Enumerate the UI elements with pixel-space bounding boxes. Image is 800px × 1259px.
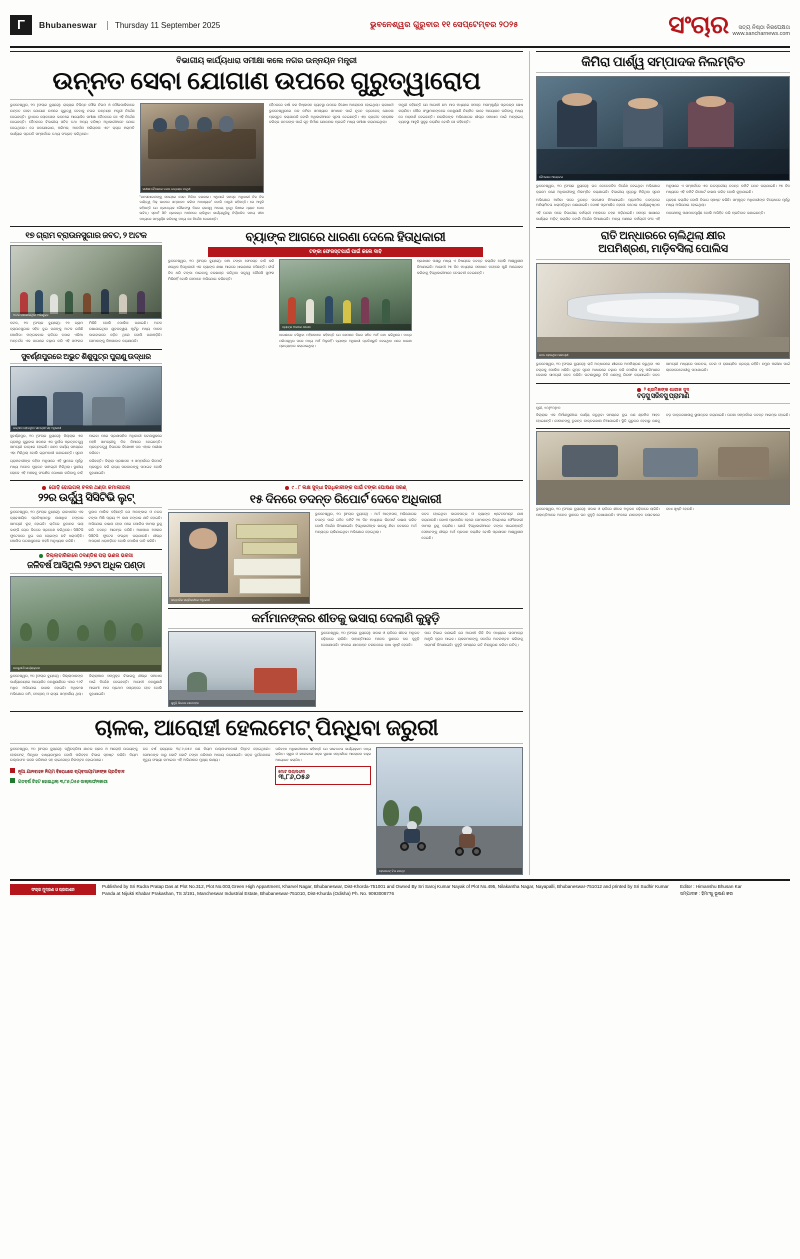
col-report bbox=[168, 484, 523, 707]
helmet-photo bbox=[376, 747, 523, 875]
dharana-redbar: ଟଙ୍କା ଫେରସ୍ତପାଇଁ ପାଇଁ କଲେ ଦାବି bbox=[208, 247, 483, 257]
gram-headline: ୧୭ ଗ୍ରାମ ବ୍ରାଉନସୁଗାର ଜବତ, ୨ ଅଟକ bbox=[25, 230, 147, 241]
lead-photo bbox=[140, 103, 265, 193]
helmet-col-1 bbox=[10, 747, 138, 875]
editor-name-en: Himanshu Bhusan Kar bbox=[695, 883, 742, 889]
masthead-right bbox=[668, 13, 790, 38]
report-headline: ୧୫ ଦିନରେ ତଦନ୍ତ ରିପୋର୍ଟ ଦେବେ ଅଧିକାରୀ bbox=[249, 492, 442, 507]
right-top-body-2: ଅଭିଯୋଗ ଆସିବା ପରେ ତୁରନ୍ତ ପଦକ୍ଷେପ ନିଆଯାଇଛି। ପ୍ରାଥମିକ ତଦନ୍ତରେ ଅନିୟମିତତା ଧରାପଡ଼ିଥିବା ଜଣାଯାଇଛି। ଦୋଷୀ ପ୍ରମାଣିତ ହେଲେ କଠୋର କାର୍ଯ୍ୟାନୁଷ୍ଠାନ ଗ୍ରହଣ କରାଯିବ ବୋଲି ବିଭାଗ ସ୍ପଷ୍ଟ କରିଛି। ସମ୍ପୃକ୍ତ ଅଧିକାରୀଙ୍କ ବିରୋଧରେ ପୂର୍ବରୁ ମଧ୍ୟ ଅଭିଯୋଗ ହୋଇଥିଲା। bbox=[536, 197, 790, 208]
right-bottom-photo bbox=[536, 431, 790, 505]
publication-tagline bbox=[733, 25, 790, 37]
right-column-zone bbox=[530, 51, 790, 875]
helmet-col-3: ପରିବହନ ଅଧିକାରୀମାନେ କହିଛନ୍ତି ଯେ ସଚେତନତା କାର୍ଯ୍ୟକ୍ରମ ମଧ୍ୟ ଚାଲିବ। ସ୍କୁଲ ଓ କଲେଜରେ ସଡ଼କ ସୁରକ୍ଷା ସମ୍ପର୍କରେ ଆଲୋଚନା ଚକ୍ର ଆୟୋଜନ କରାଯିବ। bbox=[275, 746, 372, 762]
loot-kicker: ଗୋଡ଼ି ହୋଇଗଲା ଚଳର ଥଣ୍ଡା କମାଲୀଗଲା bbox=[10, 484, 162, 492]
helmet-story bbox=[10, 715, 523, 874]
loot-col-1: ଭୁବନେଶ୍ୱର, ୧୦ (ସଂଚାର ବ୍ୟୁରୋ): ରାଜଧାନୀର ଏକ ବ୍ୟବସାୟିକ ପ୍ରତିଷ୍ଠାନରୁ ଲକ୍ଷାଧିକ ଟଙ୍କାର ସାମଗ୍ରୀ ଲୁଟ୍ ହୋଇଛି। ରାତିରେ ଦୁକାନର ତାଲା ଭାଙ୍ଗି ଚୋର ଭିତରେ ପ୍ରବେଶ କରିଥିଲେ। ସିସିଟିଭି ଫୁଟେଜରେ ଦୁଇ ଜଣ ଚୋରଙ୍କ ଛବି ଧରାପଡ଼ିଛି। ପୋଲିସ ଘଟଣାସ୍ଥଳରେ ପହଞ୍ଚି ଅନୁଧ୍ୟାନ କରିଛି। bbox=[10, 510, 84, 544]
helmet-stat-label: ମୋଟ ଉଲ୍ଲଙ୍ଘନ bbox=[278, 769, 306, 775]
green-body: ଭୁବନେଶ୍ୱର, ୧୦ (ସଂଚାର ବ୍ୟୁରୋ) : ଜିଲ୍ଲାପାଳଙ୍କ କାର୍ଯ୍ୟାଳୟରେ ଆୟୋଜିତ ଜନଶୁଣାଣିରେ ଏଥର ୨୬ଟି ଅଧିକ ଅଭିଯୋଗ ଦାଖଲ ହୋଇଛି। ଅଧିକାଂଶ ଅଭିଯୋଗ ଜମି, ପେନ୍‌ସନ୍ ଓ ରାସ୍ତା ସମ୍ପର୍କୀୟ ଥିଲା। ଜିଲ୍ଲାପାଳ ସମ୍ପୃକ୍ତ ବିଭାଗକୁ ଶୀଘ୍ର ସମାଧାନ ପାଇଁ ନିର୍ଦ୍ଦେଶ ଦେଇଛନ୍ତି। ଆଗାମୀ ଜନଶୁଣାଣି ଆଗାମୀ ମାସ ପ୍ରଥମ ସପ୍ତାହରେ ହେବ ବୋଲି କୁହାଯାଇଛି। bbox=[10, 674, 162, 696]
second-row bbox=[10, 230, 523, 476]
dharana-photo-wrap bbox=[279, 259, 412, 349]
gurukul-photo-caption: ଉଦ୍ଧାର ହୋଇଥିବା ସାମଗ୍ରୀ ସହ ଅଧିକାରୀ bbox=[11, 425, 161, 431]
lead-col-1: ଭୁବନେଶ୍ୱର, ୧୦ (ସଂଚାର ବ୍ୟୁରୋ): ରାଜ୍ୟର ବିଭିନ୍ନ ପୌର ନିଗମ ଓ ପୌରପାଳିକାରେ ଉନ୍ନତ ସେବା ଯୋଗାଣ ଉପରେ ଗୁରୁତ୍ୱ ଦେବାକୁ ନଗର ଉନ୍ନୟନ ମନ୍ତ୍ରୀ ନିର୍ଦ୍ଦେଶ ଦେଇଛନ୍ତି। ବୁଧବାର ଲୋକସେବା ଭବନରେ ଆୟୋଜିତ ସମୀକ୍ଷା ବୈଠକରେ ସେ ଏହି ନିର୍ଦ୍ଦେଶ ଦେଇଛନ୍ତି। ବୈଠକରେ ବିଭାଗୀୟ ସଚିବ ତଥା ଅନ୍ୟ ବରିଷ୍ଠ ଅଧିକାରୀମାନେ ଯୋଗ ଦେଇଥିଲେ। ସେ ଜଳଯୋଗାଣ, ପରିମଳ, ଆବର୍ଜନା ପରିଚାଳନା ଏବଂ ରାସ୍ତା ମରାମତି କାର୍ଯ୍ୟର ପ୍ରଗତି ସମ୍ପର୍କରେ ତଥ୍ୟ ସଂଗ୍ରହ କରିଥିଲେ। bbox=[10, 103, 135, 137]
helmet-headline: ଚାଳକ, ଆରୋହୀ ହେଲମେଟ୍ ପିନ୍ଧିବା ଜରୁରୀ bbox=[94, 715, 439, 741]
right-top-body-3: ଏହି ଘଟଣା ପରେ ବିଭାଗୀୟ କର୍ମଚାରୀ ମହଲରେ ଚହଳ ପଡ଼ିଯାଇଛି। ସମସ୍ତ ଶାଖାରେ କାର୍ଯ୍ୟର ଅଡ଼ିଟ୍ କରାଯିବ ବୋଲି ନିର୍ଦ୍ଦେଶ ଦିଆଯାଇଛି। ଅନ୍ୟ ପକ୍ଷରେ କର୍ମଚାରୀ ସଂଘ ଏହି ପଦକ୍ଷେପକୁ ପକ୍ଷପାତପୂର୍ଣ୍ଣ ବୋଲି ଅଭିହିତ କରି ପ୍ରତିବାଦ ଜଣାଇଛନ୍ତି। bbox=[536, 211, 765, 222]
green-photo bbox=[10, 576, 162, 672]
report-kicker: ୯ . ୮ ଲକ୍ଷ ସୁଦ୍ଧା ହିତାଧିକାରୀଙ୍କ ପାଇଁ ଟଙ୍କା ଘୋଷଣା ସରଣ୍ bbox=[168, 484, 523, 492]
report-photo-wrap bbox=[168, 512, 310, 604]
lead-col-3: ବୈଠକରେ ବର୍ଷା ଜଳ ନିଷ୍କାସନ ବ୍ୟବସ୍ଥା ଉପରେ ବିଶେଷ ଆଲୋଚନା ହୋଇଥିଲା। ରାଜଧାନୀ ଭୁବନେଶ୍ୱରରେ ଜଳ ଜମିବା ସମସ୍ୟାର ସମାଧାନ ପାଇଁ ନୂତନ ଡ୍ରେନେଜ୍ ଯୋଜନା ପ୍ରସ୍ତୁତ କରାଯାଉଛି ବୋଲି ଅଧିକାରୀମାନେ ସୂଚନା ଦେଇଛନ୍ତି। ଏହା ବ୍ୟତୀତ ସହରାଞ୍ଚଳ ଦରିଦ୍ର ଜନତାଙ୍କ ପାଇଁ ଗୃହ ନିର୍ମାଣ ଯୋଜନାର ପ୍ରଗତି ମଧ୍ୟ ସମୀକ୍ଷା କରାଯାଇଥିଲା। bbox=[269, 103, 394, 125]
editor-line-en bbox=[680, 884, 790, 891]
masthead bbox=[10, 8, 790, 48]
winter-col-1: ଭୁବନେଶ୍ୱର, ୧୦ (ସଂଚାର ବ୍ୟୁରୋ): ସକାଳ ଓ ରାତିରେ ଶୀତର ଅନୁଭବ ବଢ଼ିବାରେ ଲାଗିଛି। ପାହାନ୍ତିଆରେ ଅନେକ ସ୍ଥାନରେ ଘନ କୁହୁଡ଼ି ଦେଖାଯାଉଛି। ଫଳରେ ଯାନବାହନ ଚଳାଚଳରେ ବାଧା ସୃଷ୍ଟି ହେଉଛି। bbox=[320, 631, 420, 648]
footer-editor bbox=[680, 884, 790, 898]
editor-name-or: ହିମାଂଶୁ ଭୂଷଣ କର bbox=[701, 890, 733, 896]
right-mid-headline-line2: ଅପମିଶ୍ରଣ, ମାଡ଼ିବସିଲା ପୋଲିସ bbox=[598, 243, 728, 256]
right-mid-photo-caption: ଜବତ ହୋଇଥିବା ସାମଗ୍ରୀ bbox=[537, 352, 789, 358]
red-dot-icon-2 bbox=[285, 486, 289, 490]
dharana-photo-caption: ବ୍ୟାଙ୍କ ଆଗରେ ଧାରଣା bbox=[280, 324, 411, 330]
lead-headline: ଉନ୍ନତ ସେବା ଯୋଗାଣ ଉପରେ ଗୁରୁତ୍ୱାରୋପ bbox=[52, 68, 481, 95]
right-mid-headline bbox=[536, 230, 790, 257]
lead-photo-caption: ସମୀକ୍ଷା ବୈଠକରେ ନଗର ଉନ୍ନୟନ ମନ୍ତ୍ରୀ bbox=[141, 186, 264, 192]
worker-dateline: ପୁରୀ, ୧୦(୨'୦)୧୦ bbox=[536, 406, 561, 411]
green-headline: ଜଳିବର୍ଷ ଆସିଥିଲି ୨୬ଟା ଅଧିକ ପଣ୍ଡା bbox=[27, 560, 145, 571]
editor-label-en: Editor : bbox=[680, 883, 695, 889]
dharana-col-1: ଭୁବନେଶ୍ୱର, ୧୦ (ସଂଚାର ବ୍ୟୁରୋ): ଜମା ଟଙ୍କା ଫେରସ୍ତ ଦାବି କରି ଶତାଧିକ ହିତାଧିକାରୀ ଏକ ବ୍ୟାଙ୍କ ଶାଖା ଆଗରେ ଧାରଣାରେ ବସିଛନ୍ତି। ଦୀର୍ଘ ଦିନ ଧରି ଟଙ୍କା ପାଇବାକୁ ଦରଖାସ୍ତ କରିଥିବା ସତ୍ତ୍ୱେ କୌଣସି ସୁଫଳ ମିଳିନାହିଁ ବୋଲି ସେମାନେ ଅଭିଯୋଗ କରିଛନ୍ତି। bbox=[168, 259, 275, 281]
tagline-line2: www.sancharnews.com bbox=[732, 31, 790, 38]
page-footer bbox=[10, 879, 790, 898]
col-loot bbox=[10, 484, 162, 707]
helmet-bullets bbox=[10, 767, 138, 786]
helmet-col-2: ଗତ ବର୍ଷ ରାଜ୍ୟରେ ୩,୮୬,୦୫୬ ଜଣ ନିୟମ ଉଲ୍ଲଙ୍ଘନକାରୀ ଚିହ୍ନଟ ହୋଇଥିଲେ। ସେମାନଙ୍କ ଠାରୁ କୋଟି କୋଟି ଟଙ୍କା ଜରିମାନା ଆଦାୟ କରାଯାଇଛି। ସଡ଼କ ଦୁର୍ଘଟଣାରେ ମୃତ୍ୟୁ ସଂଖ୍ୟା କମାଇବା ଏହି ଅଭିଯାନର ମୁଖ୍ୟ ଲକ୍ଷ୍ୟ। bbox=[142, 746, 271, 763]
green-photo-caption: ଜନଶୁଣାଣି କାର୍ଯ୍ୟକ୍ରମ bbox=[11, 665, 161, 671]
right-mid-photo bbox=[536, 263, 790, 359]
winter-photo-caption: କୁହୁଡ଼ି ଭିତରେ ଯାନବାହନ bbox=[169, 700, 315, 706]
red-square-icon bbox=[10, 768, 15, 773]
right-top-body-1: ଭୁବନେଶ୍ୱର, ୧୦ (ସଂଚାର ବ୍ୟୁରୋ): ଗତ କେତେକଦିନ ନିର୍ଦ୍ଦେଶ ଦେଇଥିବା ଅଭିଯୋଗ କ୍ରମେ ଜଣେ ଅଧିକାରୀଙ୍କୁ ନିଲମ୍ବିତ କରାଯାଇଛି। ବିଭାଗୀୟ ସୂତ୍ରରୁ ମିଳିଥିବା ସୂଚନା ଅନୁସାରେ ଏ ସମ୍ପର୍କରେ ଏକ ଉଚ୍ଚସ୍ତରୀୟ ତଦନ୍ତ କମିଟି ଗଠନ କରାଯାଇଛି। ୧୫ ଦିନ ମଧ୍ୟରେ ଏହି କମିଟି ରିପୋର୍ଟ ଦାଖଲ କରିବ ବୋଲି କୁହାଯାଇଛି। bbox=[536, 184, 790, 194]
report-col-1: ଭୁବନେଶ୍ୱର, ୧୦ (ସଂଚାର ବ୍ୟୁରୋ) : ଅର୍ଥ ଆତ୍ମସାତ୍ ଅଭିଯୋଗର ତଦନ୍ତ ପାଇଁ ଗଠିତ କମିଟି ୧୫ ଦିନ ମଧ୍ୟରେ ରିପୋର୍ଟ ଦାଖଲ କରିବ ବୋଲି ନିର୍ଦ୍ଦେଶ ଦିଆଯାଇଛି। ହିତାଧିକାରୀଙ୍କ ଖାତାକୁ ଯିବା ବଦଳରେ ଅର୍ଥ ଅନ୍ୟତ୍ର ଚାଲିଯାଇଥିବା ଅଭିଯୋଗ ହୋଇଥିଲା। bbox=[315, 512, 417, 534]
gram-body: କଟକ, ୧୦ (ସଂଚାର ବ୍ୟୁରୋ): ୧୭ ଗ୍ରାମ ବ୍ରାଉନସୁଗାର ସହିତ ଦୁଇ ଜଣଙ୍କୁ ଅଟକ ରଖିଛି ପୋଲିସ। ମଙ୍ଗଳବାର ରାତିରେ ବଜାର ଏରିଆ ଅନ୍ତର୍ଗତ ଏକ ଜାଗାରେ ଚଢ଼ାଉ କରି ଏହି ସଫଳତା ମିଳିଛି ବୋଲି ପୋଲିସ ଜଣାଇଛି। ଅଟକ ରଖାଯାଇଥିବା ଯୁବକଦ୍ୱୟ ପୂର୍ବରୁ ମଧ୍ୟ ମାଦକ କାରବାରରେ ଜଡ଼ିତ ଥିଲେ ବୋଲି ଜଣାପଡ଼ିଛି। ସେମାନଙ୍କୁ ଜିଜ୍ଞାସାବାଦ କରାଯାଉଛି। bbox=[10, 321, 162, 343]
lead-kicker: ବିଭାଗୀୟ କାର୍ଯ୍ୟଧାରା ସମୀକ୍ଷା କଲେ ନଗର ଉନ୍ନୟନ ମନ୍ତ୍ରୀ bbox=[176, 56, 357, 65]
winter-col-2: ପାଗ ବିଭାଗ ଜଣାଇଛି ଯେ ଆଗାମୀ କିଛି ଦିନ ମଧ୍ୟରେ ତାପମାତ୍ରା ଆହୁରି ହ୍ରାସ ପାଇବ। ଚାଳକମାନଙ୍କୁ ସତର୍କତା ଅବଲମ୍ବନ କରିବାକୁ ପରାମର୍ଶ ଦିଆଯାଇଛି। କୁହୁଡ଼ି ସମୟରେ ଗତି ନିୟନ୍ତ୍ରଣ କରିବା ଉଚିତ୍। bbox=[424, 631, 523, 648]
gram-photo bbox=[10, 245, 162, 319]
green-kicker: ଜିଲ୍ଲାବାରିକାରେ ଠଦଣ୍ଡିଶ ପରା ଭଣନା ଭରସା bbox=[10, 552, 162, 560]
green-square-icon bbox=[10, 778, 15, 783]
helmet-photo-caption: ହେଲମେଟ୍ ବିନା ଯାତ୍ରା bbox=[377, 868, 522, 874]
lead-col-4: ମନ୍ତ୍ରୀ କହିଛନ୍ତି ଯେ ଆଗାମୀ ଛଅ ମାସ ମଧ୍ୟରେ ସମସ୍ତ ଅସମ୍ପୂର୍ଣ୍ଣ ପ୍ରକଳ୍ପ ଶେଷ କରାଯିବ। ପୌର ସଂସ୍ଥାମାନଙ୍କରେ ଜନଶୁଣାଣି ନିୟମିତ ଭାବେ ଆୟୋଜନ କରିବାକୁ ମଧ୍ୟ ସେ ପରାମର୍ଶ ଦେଇଛନ୍ତି। ନାଗରିକଙ୍କ ଅଭିଯୋଗର ଶୀଘ୍ର ସମାଧାନ ପାଇଁ ଅନ୍‌ଲାଇନ୍ ବ୍ୟବସ୍ଥା ଆହୁରି ସୁଦୃଢ଼ କରାଯିବ ବୋଲି ସେ କହିଛନ୍ତି। bbox=[398, 103, 523, 125]
report-col-2: ଜବତ ହୋଇଥିବା କାଗଜପତ୍ର ଓ ବ୍ୟାଙ୍କ ଷ୍ଟେଟମେଣ୍ଟ ଯାଞ୍ଚ କରାଯାଉଛି। ଦୋଷୀ ପ୍ରମାଣିତ ହେଲେ ସେମାନଙ୍କ ବିରୋଧରେ ଫୌଜଦାରୀ ମାମଲା ରୁଜୁ କରାଯିବ। ଯେଉଁ ହିତାଧିକାରୀମାନେ ଟଙ୍କା ପାଇନାହାନ୍ତି ସେମାନଙ୍କୁ ଶୀଘ୍ର ଅର୍ଥ ପ୍ରଦାନ କରାଯିବ ବୋଲି ପ୍ରଶାସନ ଆଶ୍ୱାସନା ଦେଇଛି। bbox=[421, 512, 523, 540]
winter-photo bbox=[168, 631, 316, 707]
editor-line-or bbox=[680, 891, 790, 898]
gurukul-body-2: ଗ୍ରାମବାସୀଙ୍କ କହିବା ଅନୁସାରେ ଏହି ସ୍ଥାନରେ ପୂର୍ବରୁ ମଧ୍ୟ ଅନେକ ପୁରାତନ ସାମଗ୍ରୀ ମିଳିଥିଲା। ସ୍ଥାନୀୟ ଲୋକେ ଏହି ଅଞ୍ଚଳକୁ ସଂରକ୍ଷିତ ଘୋଷଣା କରିବାକୁ ଦାବି କରିଛନ୍ତି। ଜିଲ୍ଲା ପ୍ରଶାସନ ଏ ସମ୍ପର୍କରେ ରିପୋର୍ଟ ପ୍ରସ୍ତୁତ କରି ରାଜ୍ୟ ସରକାରଙ୍କୁ ପଠାଇବ ବୋଲି କୁହାଯାଇଛି। bbox=[10, 458, 162, 475]
right-top-photo-caption: ବୈଠକରେ ଆଲୋଚନା bbox=[537, 174, 789, 180]
page-body bbox=[10, 51, 790, 875]
editor-label-or: ସମ୍ପାଦକ : bbox=[680, 890, 701, 896]
masthead-left bbox=[10, 15, 220, 35]
worker-headline: ବଡ଼ସୁ ସରିବସୁ ପ୍ରାମାଣି bbox=[637, 393, 689, 401]
winter-headline: କର୍ମମାନଙ୍କର ଶୀତକୁ ଭସାରା ଦେଲାଣି କୁହୁଡ଼ି bbox=[251, 611, 440, 626]
helmet-stats bbox=[275, 747, 371, 875]
footer-badge: ସଂଚାର ମୁଦ୍ରଣ ଓ ପ୍ରକାଶନ bbox=[10, 884, 96, 896]
dharana-col-3: ପ୍ରଶାସନ ପକ୍ଷରୁ ମଧ୍ୟ ଏ ବିଷୟରେ ତଦନ୍ତ କରାଯିବ ବୋଲି ଆଶ୍ୱାସନା ଦିଆଯାଇଛି। ଆଗାମୀ ୧୫ ଦିନ ମଧ୍ୟରେ ସମାଧାନ ନହେଲେ ପୁଣି ଆନ୍ଦୋଳନ କରିବାକୁ ହିତାଧିକାରୀମାନେ ଚେତାବନୀ ଦେଇଛନ୍ତି। bbox=[416, 259, 523, 275]
lead-photo-wrap bbox=[140, 103, 265, 222]
report-photo-caption: ସାମ୍ବାଦିକ ସମ୍ମିଳନୀରେ ଅଧିକାରୀ bbox=[169, 597, 309, 603]
helmet-col-1-text: ଭୁବନେଶ୍ୱର, ୧୦ (ସଂଚାର ବ୍ୟୁରୋ): ଦ୍ୱିଚକ୍ରିଆ ଯାନର ଚାଳକ ଓ ଆରୋହୀ ଉଭୟଙ୍କୁ ହେଲମେଟ୍ ପିନ୍ଧିବା ବାଧ୍ୟତାମୂଳକ ବୋଲି ପରିବହନ ବିଭାଗ ସ୍ପଷ୍ଟ କରିଛି। ନିୟମ ଉଲ୍ଲଙ୍ଘନ କଲେ ଜରିମାନା ସହ ଲାଇସେନ୍ସ ନିଲମ୍ବନ ହୋଇପାରେ। bbox=[10, 746, 138, 763]
col-dharana bbox=[168, 230, 523, 476]
gurukul-photo bbox=[10, 366, 162, 432]
worker-body: ଜିଲ୍ଲାର ଏକ ନିର୍ମାଣସ୍ଥଳୀରେ କାର୍ଯ୍ୟ କରୁଥିବା ସମୟରେ ଦୁଇ ଜଣ ଶ୍ରମିକ ଆହତ ହୋଇଛନ୍ତି। ସେମାନଙ୍କୁ ତୁରନ୍ତ ଡାକ୍ତରଖାନା ନିଆଯାଇଛି। ସ୍ଥିତି ଗୁରୁତର ହେବାରୁ ଜଣକୁ ବଡ଼ ଡାକ୍ତରଖାନାକୁ ସ୍ଥାନାନ୍ତର କରାଯାଇଛି। ଘଟଣା ସମ୍ପର୍କରେ ତଦନ୍ତ ଆରମ୍ଭ ହୋଇଛି। bbox=[536, 412, 790, 423]
lead-story bbox=[10, 51, 523, 222]
edition-date: Thursday 11 September 2025 bbox=[107, 21, 220, 30]
right-mid-body: ଭୁବନେଶ୍ୱର, ୧୦ (ସଂଚାର ବ୍ୟୁରୋ): ରାତି ଅନ୍ଧାରରେ କ୍ଷୀରରେ ଅପମିଶ୍ରଣ କରୁଥିବା ଏକ ଚକ୍ରକୁ ପୋଲିସ ଧରିଛି। ଗୁପ୍ତ ସୂଚନା ଆଧାରରେ ଚଢ଼ାଉ କରି ପୋଲିସ ବହୁ ପରିମାଣର ଭେଜାଲ ସାମଗ୍ରୀ ଜବତ କରିଛି। ଘଟଣାସ୍ଥଳରୁ ତିନି ଜଣଙ୍କୁ ଗିରଫ କରାଯାଇଛି। ଜବତ ସାମଗ୍ରୀ ମଧ୍ୟରେ ପାଉଡର, ତେଲ ଓ ରାସାୟନିକ ଦ୍ରବ୍ୟ ରହିଛି। ନମୁନା ପରୀକ୍ଷା ପାଇଁ ଲାବୋରେଟୋରୀକୁ ପଠାଯାଇଛି। bbox=[536, 361, 790, 378]
dharana-headline: ବ୍ୟାଙ୍କ ଆଗରେ ଧାରଣା ଦେଲେ ହିତାଧିକାରୀ bbox=[245, 230, 446, 245]
right-top-photo bbox=[536, 76, 790, 181]
helmet-bullet-2: ଗତବର୍ଷ ଚିହଟ ହୋଇଥିଲା ୩,୮୬,୦୫୬ ଉଲ୍ଲଙ୍ଘନକାରୀ bbox=[10, 777, 138, 787]
footer-imprint: Published by Sri Rudra Pratap Das at Plot No.312, Plot No.003,Green High Appartment, Kharvel Nagar, Bhubaneswar, Dist-Khorda-751001 and Owned By Sri Saroj Kumar Nayak of Plot No.495, Nilakantha Nagar, Nayapalli, Bhubaneswar-751012 and printed by Sri Sudhir Kumar Panda at Nijukti Khabar Prakashan, TS 3/191, Mancheswar Industrial Estate, Bhubaneswar-751010, Dist-Khurda (Odisha) Ph. No. 9093008776 bbox=[102, 883, 669, 896]
helmet-stat-box bbox=[275, 766, 371, 785]
tagline-line1: ସତ୍ୟ ନିଷ୍ଠା ନିରପେକ୍ଷତା bbox=[738, 25, 790, 32]
green-dot-icon bbox=[39, 554, 43, 558]
publication-logo-icon: Γ bbox=[10, 15, 32, 35]
report-photo bbox=[168, 512, 310, 604]
lead-col-2: "ଜନସାଧାରଣଙ୍କୁ ସମୟରେ ସେବା ମିଳିବା ଦରକାର। ଏଥିପାଇଁ ସମସ୍ତ ଅଧିକାରୀ ନିଜ ନିଜ ଦାୟିତ୍ୱ ଠିକ୍ ଭାବରେ ସମ୍ପାଦନ କରିବା ଆବଶ୍ୟକ" ବୋଲି ମନ୍ତ୍ରୀ କହିଛନ୍ତି। ସେ ଆହୁରି କହିଛନ୍ତି ଯେ ପ୍ରତ୍ୟେକ ପୌରସଂସ୍ଥା ନିଜର ରାଜସ୍ୱ ଆଦାୟ ବୃଦ୍ଧି ଦିଶରେ ଧ୍ୟାନ ଦେବା ଉଚିତ୍। ସ୍ମାର୍ଟ ସିଟି ପ୍ରକଳ୍ପ ଅଧୀନରେ ଚାଲିଥିବା କାର୍ଯ୍ୟଗୁଡ଼ିକୁ ନିର୍ଦ୍ଧାରିତ ସମୟ ସୀମା ମଧ୍ୟରେ ସମ୍ପୂର୍ଣ୍ଣ କରିବାକୁ ମଧ୍ୟ ସେ ନିର୍ଦ୍ଦେଶ ଦେଇଛନ୍ତି। bbox=[139, 195, 264, 221]
right-mid-headline-line1: ରାତି ଅନ୍ଧାରରେ ଚାଲିଥିଲା କ୍ଷୀର bbox=[600, 229, 726, 242]
gurukul-headline: ସୁବର୍ଣ୍ଣପୁରରେ ଅଭୁତ ଶିଶୁପୁତ୍ର ପୁରାଣୁ ଉଦ୍ଧାର bbox=[21, 351, 151, 361]
right-bottom-body: ଭୁବନେଶ୍ୱର, ୧୦ (ସଂଚାର ବ୍ୟୁରୋ): ସକାଳ ଓ ରାତିରେ ଶୀତର ଅନୁଭବ ବଢ଼ିବାରେ ଲାଗିଛି। ପାହାନ୍ତିଆରେ ଅନେକ ସ୍ଥାନରେ ଘନ କୁହୁଡ଼ି ଦେଖାଯାଉଛି। ଫଳରେ ଯାନବାହନ ଚଳାଚଳରେ ବାଧା ସୃଷ୍ଟି ହେଉଛି। bbox=[536, 507, 694, 518]
loot-col-2: ଦୁକାନ ମାଲିକ କହିଛନ୍ତି ଯେ ଅଳଙ୍କାର ଓ ନଗଦ ଟଙ୍କା ମିଶି ପ୍ରାୟ ୨୨ ଲକ୍ଷ ଟଙ୍କାର କ୍ଷତି ହୋଇଛି। ଅଭିଯୋଗ ଦାଖଲ ହେବା ପରେ ପୋଲିସ ମାମଲା ରୁଜୁ କରି ତଦନ୍ତ ଆରମ୍ଭ କରିଛି। ଆଖପାଖ ଅଞ୍ଚଳର ସିସିଟିଭି ଫୁଟେଜ ସଂଗ୍ରହ କରାଯାଉଛି। ଶୀଘ୍ର ଅପରାଧୀ ଧରାପଡ଼ିବେ ବୋଲି ପୋଲିସ ଦାବି କରିଛି। bbox=[88, 510, 162, 544]
worker-story bbox=[536, 386, 790, 424]
loot-headline: ୨୨ର ଉର୍ଦ୍ଧ୍ୱ ସିସିଟିଭି ଲୁଟ୍ bbox=[38, 492, 134, 505]
publication-title: ସଂଚାର bbox=[668, 11, 729, 39]
col-17gram-and-gurukul bbox=[10, 230, 162, 476]
red-dot-icon bbox=[42, 486, 46, 490]
red-dot-icon-3 bbox=[637, 388, 641, 392]
edition-city: Bhubaneswar bbox=[39, 20, 97, 30]
dharana-col-2: ଧାରଣାରେ ବସିଥିବା ମହିଳାମାନେ କହିଛନ୍ତି ଯେ ସେମାନେ ନିଜର ସଞ୍ଚିତ ଅର୍ଥ ଜମା କରିଥିଲେ। ମାତ୍ର ପରିପକ୍ୱତା ପରେ ମଧ୍ୟ ଅର୍ଥ ମିଳୁନାହିଁ। ବ୍ୟାଙ୍କ ଅଧିକାରୀ ପ୍ରତିଶ୍ରୁତି ଦେଇଥିବା ପରେ ଧାରଣା ପ୍ରତ୍ୟାହାର କରାଯାଇଥିଲା। bbox=[279, 333, 412, 349]
right-top-headline: କିମିରା ପାର୍ଶ୍ୱ ସମ୍ପାଦକ ନିଲମ୍ବିତ bbox=[581, 54, 745, 69]
gram-photo-caption: ଅଟକ ରଖାଯାଇଥିବା ଅଭିଯୁକ୍ତ bbox=[11, 312, 161, 318]
edition-date-odia: ଭୁବନେଶ୍ୱର ଗୁରୁବାର ୧୧ ସେପ୍ଟେମ୍ବର ୨୦୨୫ bbox=[370, 20, 519, 29]
helmet-bullet-1: ନୂଆ ଯାନବାହନ ନିୟମ ବିରୋଧରେ ବ୍ୟବସାୟୀମାନଙ୍କ ପ୍ରତିବାଦ bbox=[10, 767, 138, 777]
worker-kicker: ୨ ଶ୍ରମିକଙ୍କ ଶାରୀକ ସୁଦ bbox=[536, 386, 790, 393]
left-column-zone bbox=[10, 51, 530, 875]
third-row bbox=[10, 484, 523, 707]
helmet-stat-value: ୩,୮୬,୦୫୬ bbox=[278, 774, 310, 782]
gurukul-body: ସୁବର୍ଣ୍ଣପୁର, ୧୦ (ସଂଚାର ବ୍ୟୁରୋ): ଜିଲ୍ଲାର ଏକ ଗ୍ରାମରୁ ଗୁରୁବାର ସକାଳେ ଏକ ଦୁର୍ଲଭ ପ୍ରତ୍ନତତ୍ତ୍ୱ ସାମଗ୍ରୀ ଉଦ୍ଧାର ହୋଇଛି। ଖନନ କାର୍ଯ୍ୟ ସମୟରେ ଏହା ମିଳିଥିଲା ବୋଲି ଗ୍ରାମବାସୀ ଜଣାଇଛନ୍ତି। ସୂଚନା ପାଇବା ପରେ ପ୍ରଶାସନିକ ଅଧିକାରୀ ଘଟଣାସ୍ଥଳରେ ପହଞ୍ଚି ସାମଗ୍ରୀକୁ ନିଜ ଜିମାରେ ନେଇଛନ୍ତି। ପ୍ରତ୍ନତତ୍ତ୍ୱ ବିଭାଗର ବିଶେଷଜ୍ଞ ଦଳ ଏହାର ପରୀକ୍ଷା କରିବେ। bbox=[10, 433, 162, 456]
dharana-photo bbox=[279, 259, 412, 331]
